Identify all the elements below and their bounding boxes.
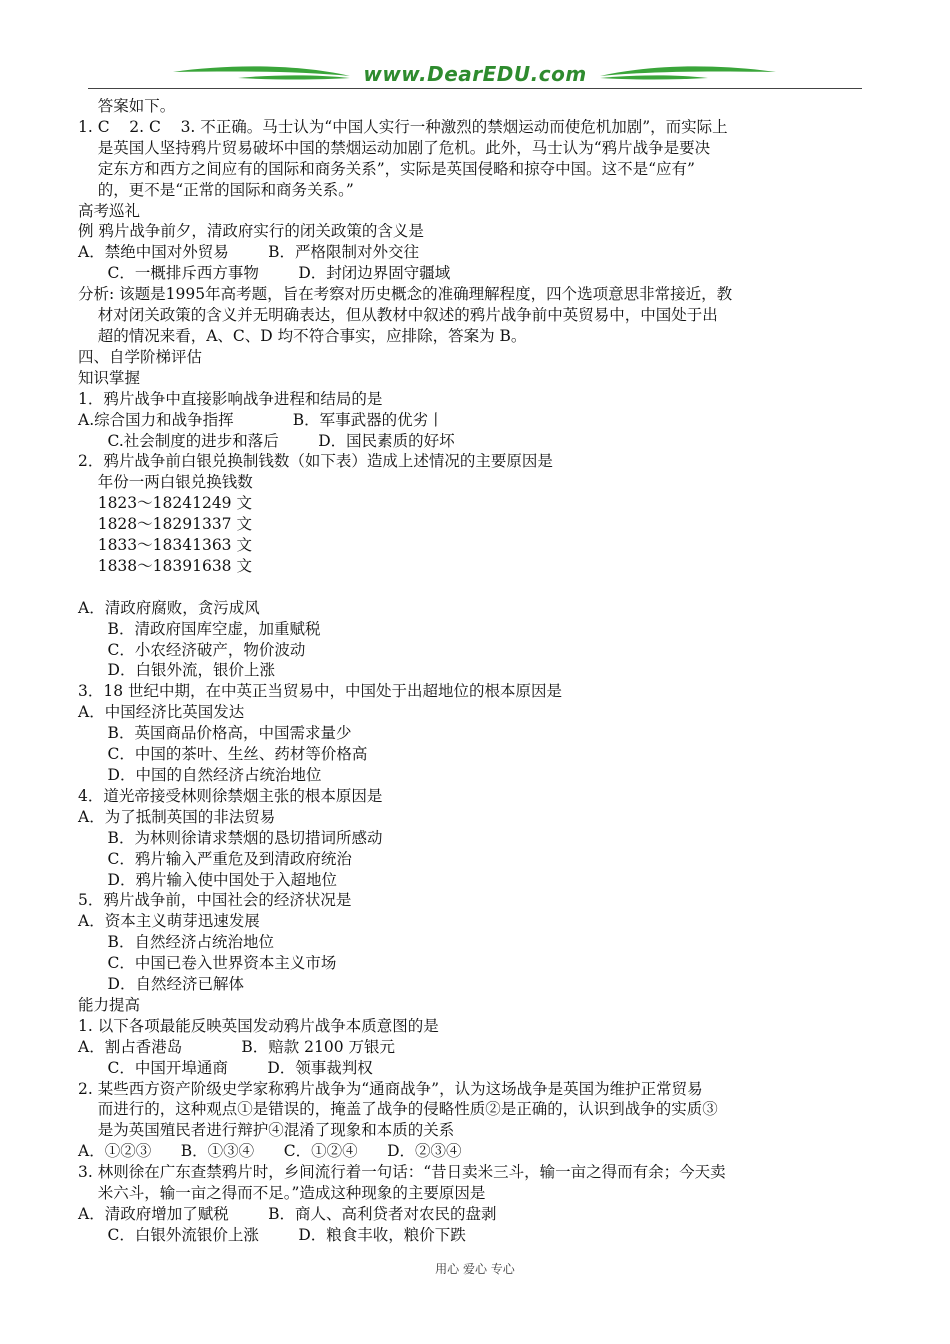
text-line: C．一概排斥西方事物 D．封闭边界固守疆域 [78,264,451,283]
text-line: 5．鸦片战争前，中国社会的经济状况是 [78,891,352,910]
text-line: A．①②③ B．①③④ C．①②④ D．②③④ [78,1142,462,1161]
text-line: 高考巡礼 [78,201,141,220]
text-line: 2．鸦片战争前白银兑换制钱数（如下表）造成上述情况的主要原因是 [78,452,553,471]
text-line: C．鸦片输入严重危及到清政府统治 [78,849,352,868]
text-line: 1833～18341363 文 [78,536,252,555]
text-line: 是英国人坚持鸦片贸易破坏中国的禁烟运动加剧了危机。此外，马士认为“鸦片战争是要决 [78,138,711,157]
text-line: 是为英国殖民者进行辩护④混淆了现象和本质的关系 [78,1121,455,1140]
text-line: 而进行的，这种观点①是错误的，掩盖了战争的侵略性质②是正确的，认识到战争的实质③ [78,1100,718,1119]
text-line: B．为林则徐请求禁烟的恳切措词所感动 [78,828,383,847]
text-line: 1. C 2. C 3. 不正确。马士认为“中国人实行一种激烈的禁烟运动而使危机加剧”，而实际上 [78,117,728,136]
text-line: A．禁绝中国对外贸易 B．严格限制对外交往 [78,243,420,262]
text-line: C．小农经济破产，物价波动 [78,640,306,659]
page-footer: 用心 爱心 专心 [435,1262,515,1276]
text-line: A．资本主义萌芽迅速发展 [78,912,260,931]
text-line: 的，更不是“正常的国际和商务关系。” [78,180,354,199]
text-line: 1828～18291337 文 [78,515,252,534]
text-line: B．英国商品价格高，中国需求量少 [78,724,352,743]
text-line: A．清政府增加了赋税 B．商人、高利贷者对农民的盘剥 [78,1205,497,1224]
text-line: C．中国开埠通商 D．领事裁判权 [78,1058,373,1077]
text-line: 年份一两白银兑换钱数 [78,473,253,492]
text-line: 1838～18391638 文 [78,556,252,575]
header-rule [88,88,862,89]
text-line: 1823～18241249 文 [78,494,252,513]
text-line: B．清政府国库空虚，加重赋税 [78,619,321,638]
text-line: 3. 林则徐在广东查禁鸦片时，乡间流行着一句话：“昔日卖米三斗，输一亩之得而有余；今天卖 [78,1163,726,1182]
text-line: 1．鸦片战争中直接影响战争进程和结局的是 [78,389,383,408]
site-url[interactable]: www.DearEDU.com [363,62,587,86]
text-line: 超的情况来看，A、C、D 均不符合事实，应排除，答案为 B。 [78,326,527,345]
text-line: A．为了抵制英国的非法贸易 [78,807,276,826]
text-line: C.社会制度的进步和落后 D．国民素质的好坏 [78,431,455,450]
text-line: B．自然经济占统治地位 [78,933,274,952]
text-line: 材对闭关政策的含义并无明确表达，但从教材中叙述的鸦片战争前中英贸易中，中国处于出 [78,306,718,325]
text-line: D．自然经济已解体 [78,975,244,994]
text-line: D．鸦片输入使中国处于入超地位 [78,870,337,889]
text-line: 定东方和西方之间应有的国际和商务关系”，实际是英国侵略和掠夺中国。这不是“应有” [78,159,695,178]
site-header-banner [88,58,862,92]
text-line: 米六斗，输一亩之得而不足。”造成这种现象的主要原因是 [78,1184,486,1203]
text-line: A．中国经济比英国发达 [78,703,245,722]
text-line: 分析: 该题是1995年高考题，旨在考察对历史概念的准确理解程度，四个选项意思非常接近，教 [78,285,733,304]
text-line: 2. 某些西方资产阶级史学家称鸦片战争为“通商战争”，认为这场战争是英国为维护正常贸易 [78,1079,703,1098]
text-line: 例 鸦片战争前夕，清政府实行的闭关政策的含义是 [78,222,424,241]
text-line: 四、自学阶梯评估 [78,347,203,366]
text-line: 1. 以下各项最能反映英国发动鸦片战争本质意图的是 [78,1016,439,1035]
text-line: 能力提高 [78,995,141,1014]
document-body [78,96,864,1246]
text-line: A．清政府腐败，贪污成风 [78,598,260,617]
blank-line [78,577,864,598]
text-line: A．割占香港岛 B．赔款 2100 万银元 [78,1037,396,1056]
text-line: C．白银外流银价上涨 D．粮食丰收，粮价下跌 [78,1225,466,1244]
text-line: C．中国的茶叶、生丝、药材等价格高 [78,745,368,764]
text-line: 3．18 世纪中期，在中英正当贸易中，中国处于出超地位的根本原因是 [78,682,563,701]
text-line: D．白银外流，银价上涨 [78,661,275,680]
text-line: A.综合国力和战争指挥 B．军事武器的优劣丨 [78,410,444,429]
text-line: C．中国已卷入世界资本主义市场 [78,954,337,973]
text-line: D．中国的自然经济占统治地位 [78,765,322,784]
text-line: 4．道光帝接受林则徐禁烟主张的根本原因是 [78,786,383,805]
text-line: 知识掌握 [78,368,141,387]
text-line: 答案如下。 [78,97,176,115]
